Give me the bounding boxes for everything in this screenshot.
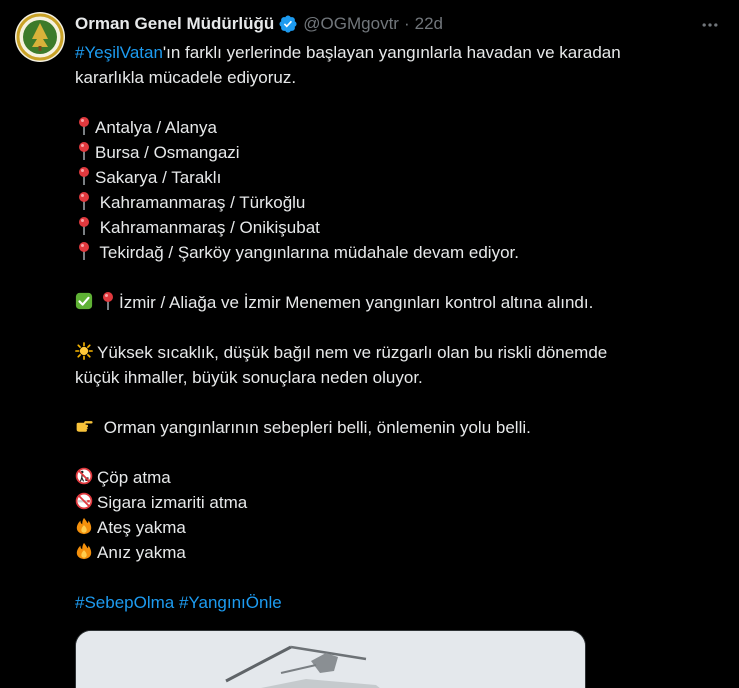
more-options-icon[interactable] bbox=[699, 14, 721, 36]
round-pushpin-icon bbox=[75, 216, 93, 236]
location-text: Bursa / Osmangazi bbox=[95, 143, 240, 162]
location-line bbox=[75, 215, 715, 240]
tweet-text bbox=[75, 40, 715, 615]
rule-text: Anız yakma bbox=[97, 543, 186, 562]
location-line bbox=[75, 140, 715, 165]
location-text: Tekirdağ / Şarköy yangınlarına müdahale devam ediyor. bbox=[95, 243, 519, 262]
warning-line-2: küçük ihmaller, büyük sonuçlara neden oluyor. bbox=[75, 368, 423, 387]
rule-line bbox=[75, 540, 715, 565]
fire-icon bbox=[75, 516, 95, 536]
fire-icon bbox=[75, 541, 95, 561]
post-time[interactable]: 22d bbox=[414, 14, 444, 33]
rule-line bbox=[75, 465, 715, 490]
helicopter-photo bbox=[76, 631, 586, 688]
intro-line-1 bbox=[75, 40, 715, 65]
verified-badge-icon bbox=[278, 14, 298, 34]
hashtags-line bbox=[75, 590, 715, 615]
controlled-text: İzmir / Aliağa ve İzmir Menemen yangınları kontrol altına alındı. bbox=[119, 293, 594, 312]
warning-text-1: Yüksek sıcaklık, düşük bağıl nem ve rüzgarlı olan bu riskli dönemde bbox=[97, 343, 608, 362]
round-pushpin-icon bbox=[75, 166, 93, 186]
sun-icon bbox=[75, 341, 95, 361]
no-smoking-icon bbox=[75, 491, 95, 511]
round-pushpin-icon bbox=[75, 116, 93, 136]
no-littering-icon bbox=[75, 466, 95, 486]
round-pushpin-icon bbox=[75, 191, 93, 211]
hashtag-yesilvatan[interactable]: #YeşilVatan bbox=[75, 43, 163, 62]
location-text: Sakarya / Taraklı bbox=[95, 168, 222, 187]
location-line bbox=[75, 115, 715, 140]
tweet-header bbox=[75, 13, 443, 35]
warning-line-1 bbox=[75, 340, 715, 365]
tweet-media-image[interactable] bbox=[75, 630, 586, 688]
hashtag-yanginionle[interactable]: #YangınıÖnle bbox=[178, 593, 282, 612]
hashtag-sebepolma[interactable]: #SebepOlma bbox=[75, 593, 175, 612]
location-text: Kahramanmaraş / Onikişubat bbox=[95, 218, 320, 237]
author-name[interactable]: Orman Genel Müdürlüğü bbox=[75, 14, 275, 33]
rule-line bbox=[75, 490, 715, 515]
rule-text: Sigara izmariti atma bbox=[97, 493, 248, 512]
location-line bbox=[75, 240, 715, 265]
rule-text: Ateş yakma bbox=[97, 518, 186, 537]
rule-line bbox=[75, 515, 715, 540]
location-text: Kahramanmaraş / Türkoğlu bbox=[95, 193, 306, 212]
intro-line-2: kararlıkla mücadele ediyoruz. bbox=[75, 68, 297, 87]
round-pushpin-icon bbox=[99, 291, 117, 311]
location-line bbox=[75, 190, 715, 215]
avatar[interactable] bbox=[15, 12, 65, 62]
location-text: Antalya / Alanya bbox=[95, 118, 217, 137]
backhand-index-pointing-right-icon bbox=[75, 416, 97, 436]
separator-dot: · bbox=[403, 14, 410, 33]
intro-text: 'ın farklı yerlerinde başlayan yangınlarla havadan ve karadan bbox=[162, 43, 621, 62]
causes-line bbox=[75, 415, 715, 440]
controlled-line bbox=[75, 290, 715, 315]
rule-text: Çöp atma bbox=[97, 468, 171, 487]
author-handle[interactable]: @OGMgovtr bbox=[303, 14, 399, 33]
location-line bbox=[75, 165, 715, 190]
check-mark-button-icon bbox=[75, 291, 95, 311]
round-pushpin-icon bbox=[75, 141, 93, 161]
causes-text: Orman yangınlarının sebepleri belli, önlemenin yolu belli. bbox=[99, 418, 531, 437]
round-pushpin-icon bbox=[75, 241, 93, 261]
